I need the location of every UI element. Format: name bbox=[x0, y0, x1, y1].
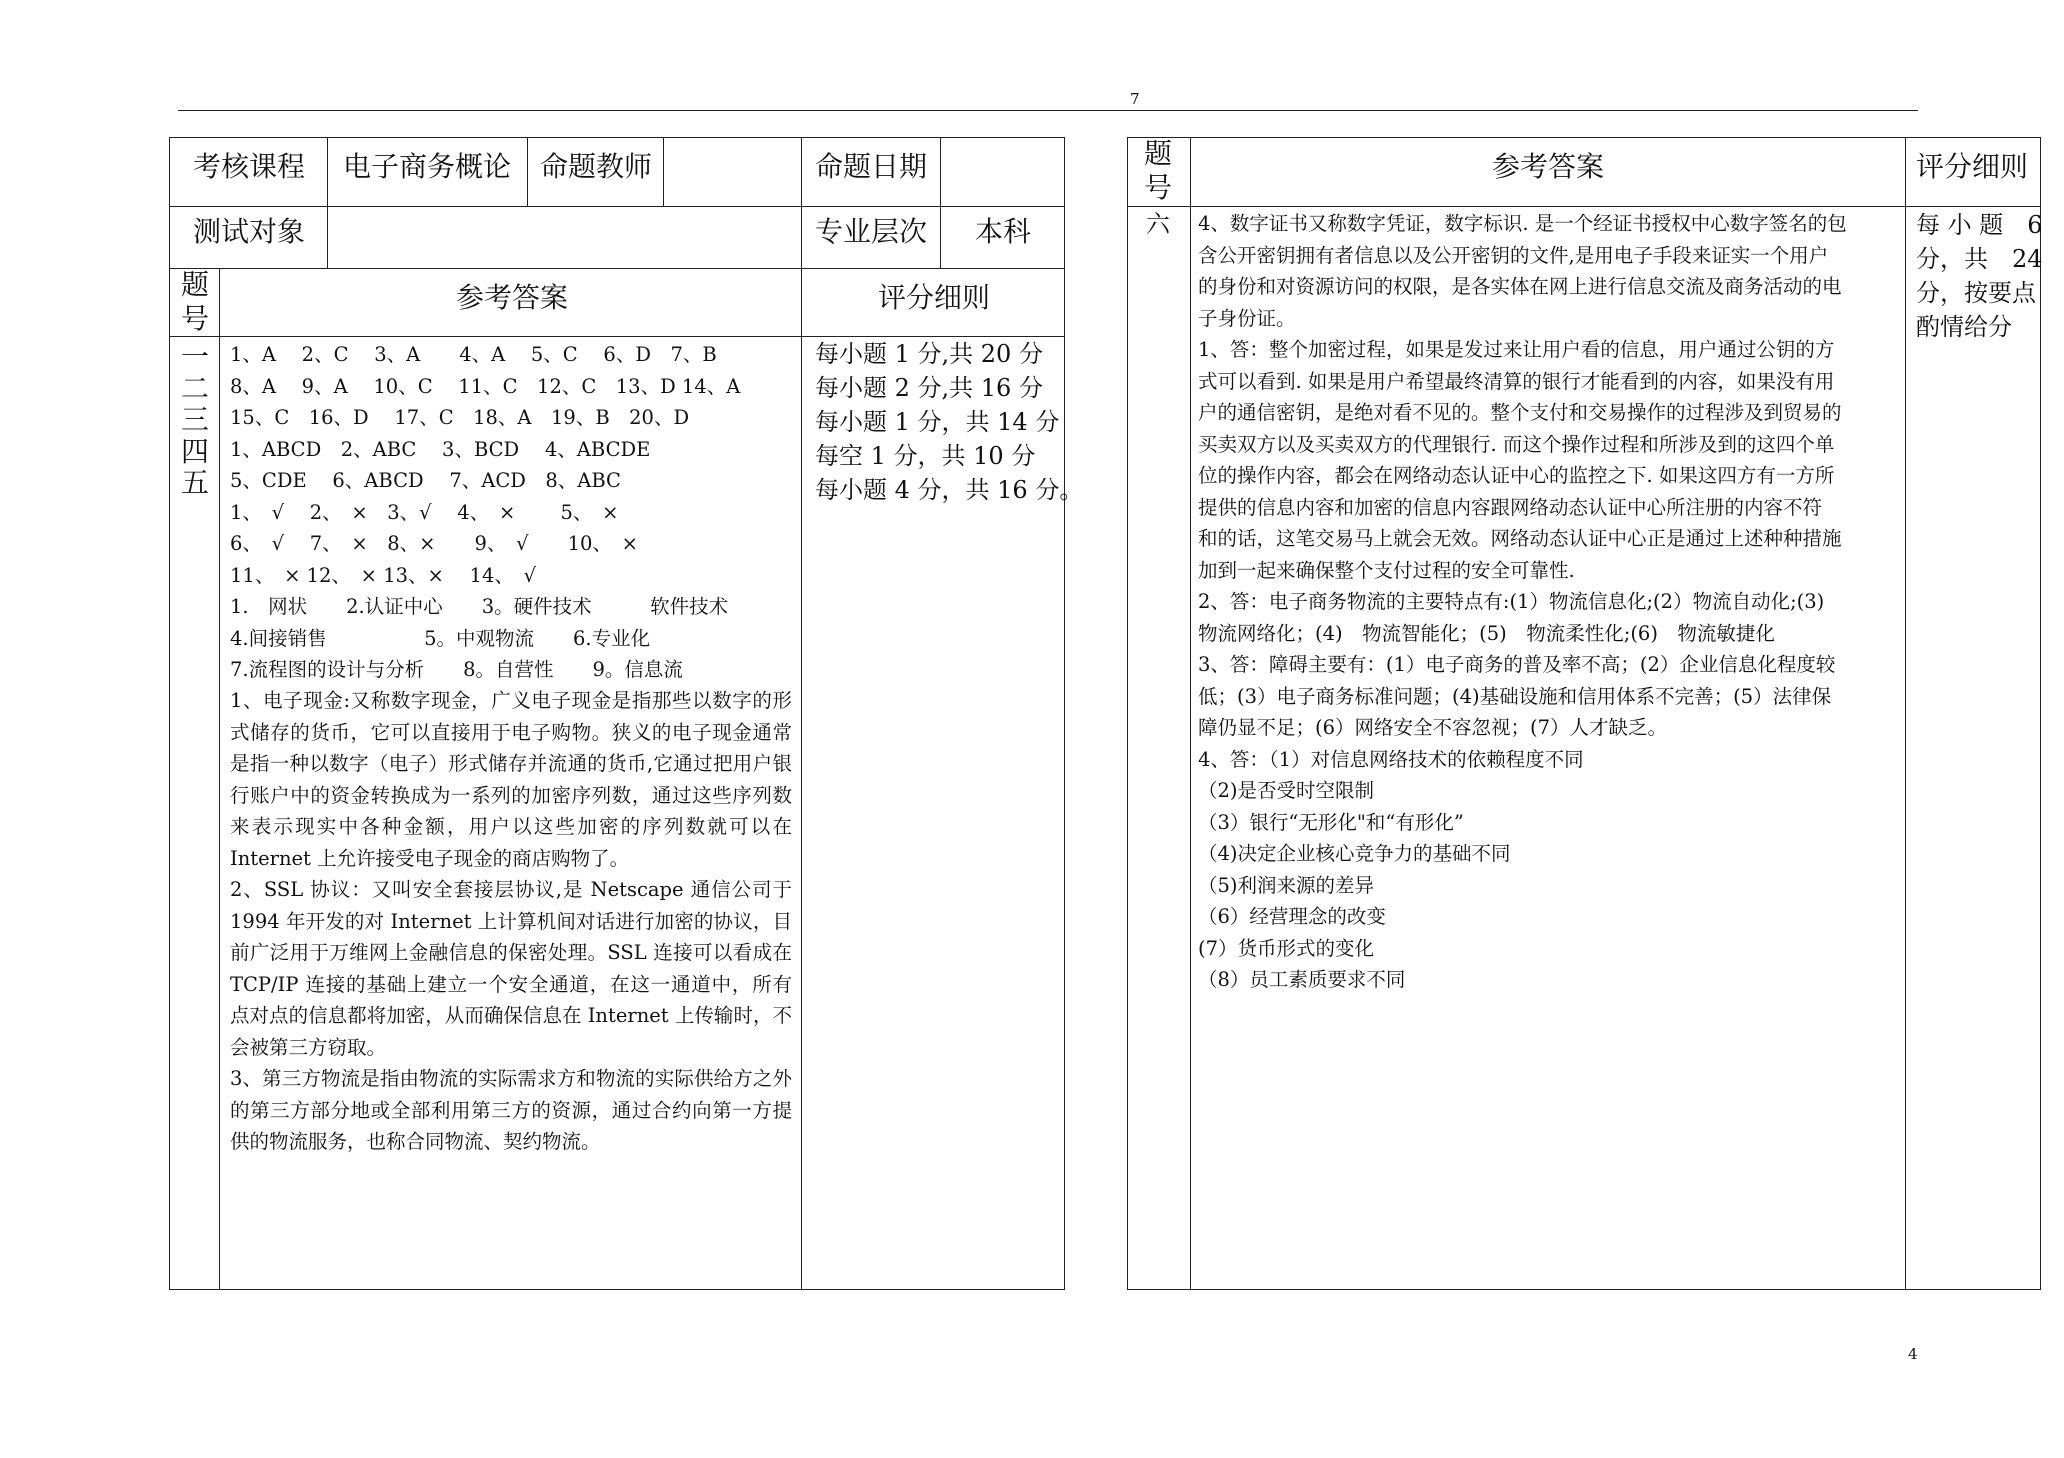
level-value: 本科 bbox=[975, 215, 1032, 248]
answer-header-right: 参考答案 bbox=[1492, 150, 1605, 183]
page-number-top: 7 bbox=[1130, 90, 1140, 108]
answer-line: 4.间接销售 5。中观物流 6.专业化 bbox=[230, 626, 651, 650]
question-numbers: 一 二 三 四 五 bbox=[180, 340, 209, 499]
question-number-six: 六 bbox=[1146, 210, 1170, 238]
answer-line: 1. 网状 2.认证中心 3。硬件技术 软件技术 bbox=[230, 595, 729, 618]
course-value: 电子商务概论 bbox=[343, 150, 512, 183]
answer-line: 11、 × 12、 × 13、× 14、 √ bbox=[230, 563, 537, 587]
score-details-right: 每 小 题 6 分，共 24 分，按要点 酌情给分 bbox=[1916, 211, 2043, 341]
essay-3: 3、第三方物流是指由物流的实际需求方和物流的实际供给方之外的第三方部分地或全部利用第三方的资源，通过合约向第一方提供的物流服务，也称合同物流、契约物流。 bbox=[230, 1067, 792, 1153]
score-header-right: 评分细则 bbox=[1916, 150, 2029, 183]
course-label: 考核课程 bbox=[193, 150, 306, 183]
essay-2: 2、SSL 协议：又叫安全套接层协议,是 Netscape 通信公司于 1994 年开发的对 Internet 上计算机间对话进行加密的协议，目前广泛用于万维网上金融信息的保密处理。SSL 连接可以看成在 TCP/IP 连接的基础上建立一个安全通道，在这一通道中，所有点对点的信息都将加密，从而确保信息在 Internet 上传输时，不会被第三方窃取。 bbox=[230, 878, 792, 1059]
qnum-header-right: 题 号 bbox=[1143, 137, 1172, 204]
objective-answers bbox=[230, 339, 740, 686]
answer-header: 参考答案 bbox=[456, 281, 569, 314]
date-label: 命题日期 bbox=[815, 150, 928, 183]
teacher-label: 命题教师 bbox=[540, 150, 653, 183]
answer-line: 6、 √ 7、 × 8、× 9、 √ 10、 × bbox=[230, 532, 639, 555]
target-label: 测试对象 bbox=[193, 215, 306, 248]
answer-line: 7.流程图的设计与分析 8。自营性 9。信息流 bbox=[230, 658, 683, 681]
score-details: 每小题 1 分,共 20 分 每小题 2 分,共 16 分 每小题 1 分，共 14 分 每空 1 分，共 10 分 每小题 4 分，共 16 分。 bbox=[815, 340, 1084, 504]
answer-line: 1、ABCD 2、ABC 3、BCD 4、ABCDE bbox=[230, 437, 651, 461]
answer-line: 8、A 9、A 10、C 11、C 12、C 13、D 14、A bbox=[230, 374, 741, 398]
answer-line: 15、C 16、D 17、C 18、A 19、B 20、D bbox=[230, 406, 690, 429]
level-label: 专业层次 bbox=[815, 215, 928, 248]
qnum-header: 题 号 bbox=[180, 268, 209, 335]
page-number-bottom: 4 bbox=[1908, 1345, 1918, 1363]
essay-1: 1、电子现金:又称数字现金，广义电子现金是指那些以数字的形式储存的货币，它可以直接用于电子购物。狭义的电子现金通常是指一种以数字（电子）形式储存并流通的货币,它通过把用户银行账户中的资金转换成为一系列的加密序列数，通过这些序列数来表示现实中各种金额，用户以这些加密的序列数就可以在 Internet 上允许接受电子现金的商店购物了。 bbox=[230, 689, 792, 870]
answer-line: 5、CDE 6、ABCD 7、ACD 8、ABC bbox=[230, 469, 621, 492]
score-header: 评分细则 bbox=[878, 281, 991, 314]
essay-answers bbox=[230, 685, 792, 1158]
essay-answers-right: 4、数字证书又称数字凭证，数字标识. 是一个经证书授权中心数字签名的包 含公开密钥拥有者信息以及公开密钥的文件,是用电子手段来证实一个用户 的身份和对资源访问的权限，是各实体在网上进行信息交流及商务活动的电 子身份证。 1、答：整个加密过程，如果是发过来让用户看的信息，用户通过公钥的方 式可以看到. 如果是用户希望最终清算的银行才能看到的内容，如果没有用 户的通信密钥，是绝对看不见的。整个支付和交易操作的过程涉及到贸易的 买卖双方以及买卖双方的代理银行. 而这个操作过程和所涉及到的这四个单 位的操作内容，都会在网络动态认证中心的监控之下. 如果这四方有一方所 提供的信息内容和加密的信息内容跟网络动态认证中心所注册的内容不符 和的话，这笔交易马上就会无效。网络动态认证中心正是通过上述种种措施 加到一起来确保整个支付过程的安全可靠性. 2、答：电子商务物流的主要特点有:(1）物流信息化;(2）物流自动化;(3) 物流网络化；(4) 物流智能化；(5) 物流柔性化;(6) 物流敏捷化 3、答：障碍主要有：(1）电子商务的普及率不高；(2）企业信息化程度较 低；(3）电子商务标准问题；(4)基础设施和信用体系不完善；(5）法律保 障仍显不足；(6）网络安全不容忽视；(7）人才缺乏。 4、答：（1）对信息网络技术的依赖程度不同 （2)是否受时空限制 （3）银行“无形化"和“有形化” （4)决定企业核心竞争力的基础不同 （5)利润来源的差异 （6）经营理念的改变 (7）货币形式的变化 （8）员工素质要求不同 bbox=[1198, 212, 1847, 991]
answer-line: 1、 √ 2、 × 3、√ 4、 × 5、 × bbox=[230, 500, 619, 524]
answer-line: 1、A 2、C 3、A 4、A 5、C 6、D 7、B bbox=[230, 343, 717, 366]
header-rule bbox=[178, 110, 1918, 111]
